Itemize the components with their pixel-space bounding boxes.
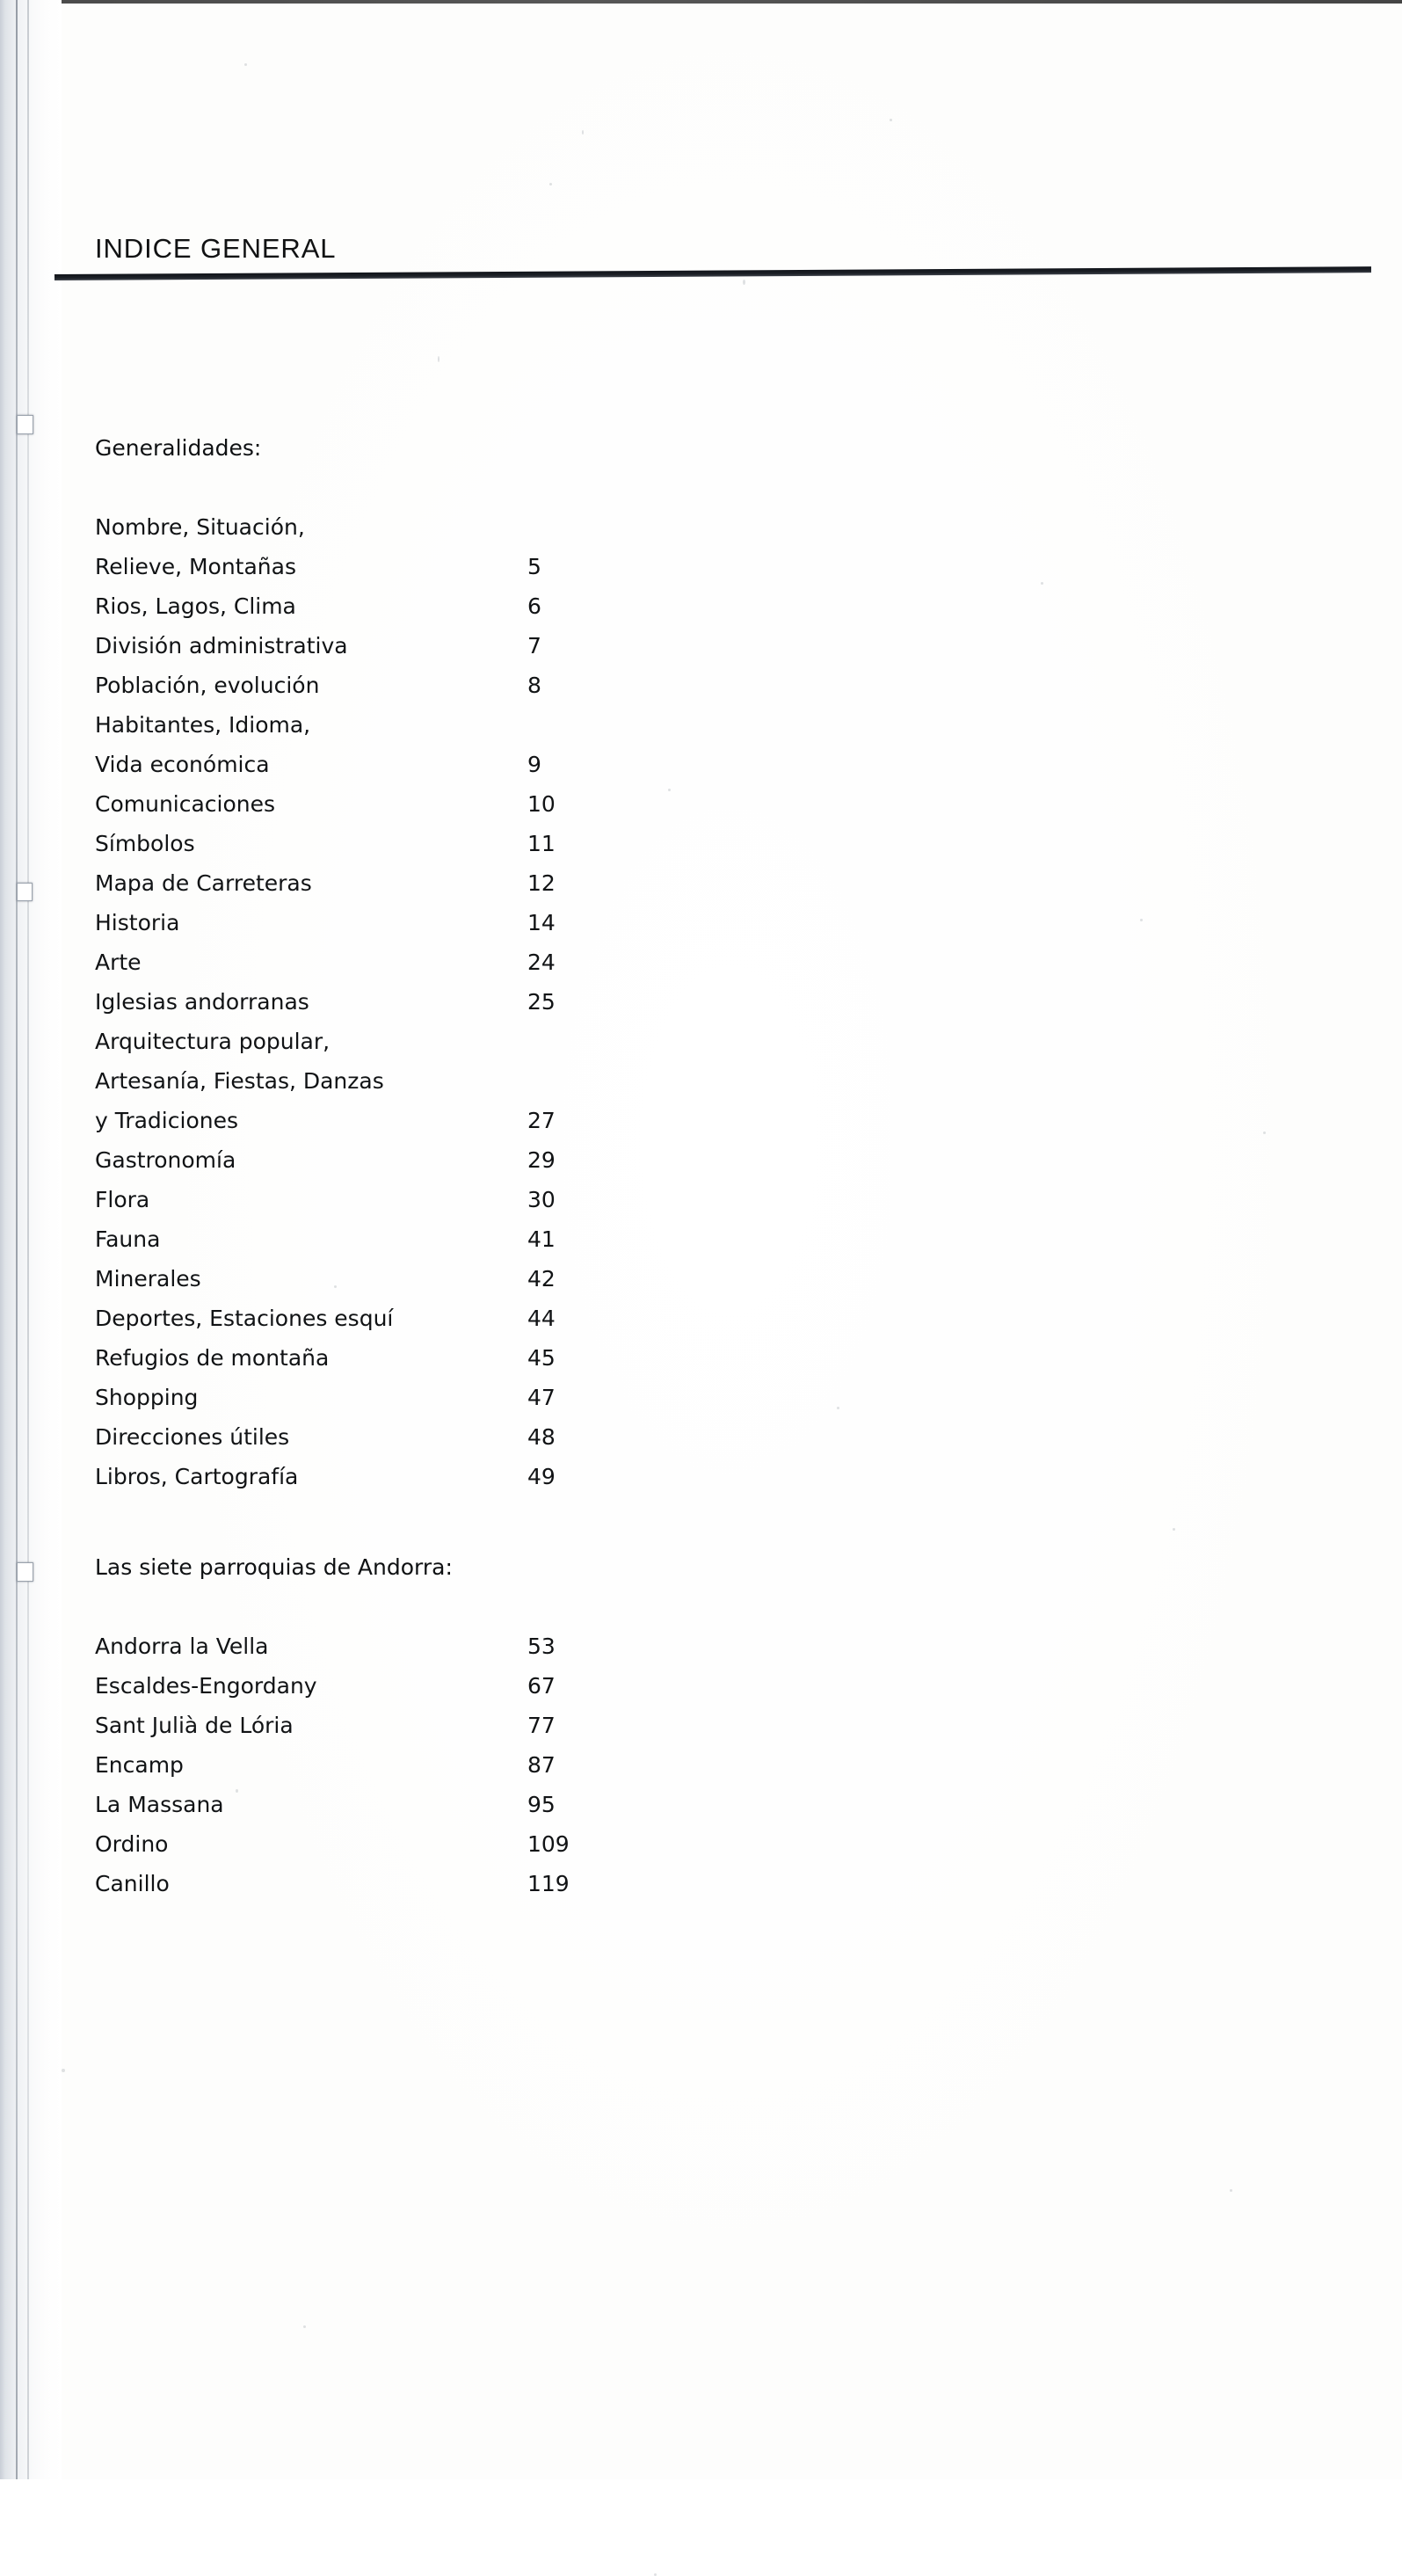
toc-entry-page: 48	[527, 1424, 556, 1450]
toc-entry-label: Vida económica	[95, 752, 270, 777]
paper-speck	[1140, 919, 1143, 921]
toc-entry-label: División administrativa	[95, 633, 348, 659]
toc-entry-label: Símbolos	[95, 831, 195, 856]
paper-speck	[1230, 2189, 1232, 2192]
toc-entry-page: 12	[527, 870, 556, 896]
toc-entry[interactable]	[95, 586, 886, 626]
toc-entry-page: 5	[527, 554, 541, 579]
toc-entry-label: Gastronomía	[95, 1147, 236, 1173]
toc-entry-page: 10	[527, 791, 556, 817]
toc-entry-label: Arquitectura popular,	[95, 1029, 331, 1054]
paper-speck	[1173, 1528, 1175, 1531]
toc-entry-page: 25	[527, 989, 556, 1015]
toc-entry-page: 30	[527, 1187, 556, 1212]
toc-entry-page: 49	[527, 1464, 556, 1489]
spacer	[95, 1496, 886, 1547]
toc-entry[interactable]	[95, 547, 886, 586]
toc-entry[interactable]	[95, 1824, 886, 1864]
toc-entry-label: Andorra la Vella	[95, 1634, 269, 1659]
paper-speck	[1041, 582, 1043, 585]
toc-entry-label: Arte	[95, 950, 142, 975]
toc-entry-page: 24	[527, 950, 556, 975]
toc-entry[interactable]	[95, 507, 886, 547]
toc-entry-label: Sant Julià de Lória	[95, 1713, 294, 1738]
toc-entry-label: Refugios de montaña	[95, 1345, 330, 1371]
scan-edge-artifact	[21, 0, 1402, 4]
toc-entry[interactable]	[95, 666, 886, 705]
toc-entry-label: Población, evolución	[95, 673, 320, 698]
toc-entry-page: 8	[527, 673, 541, 698]
staple-bottom	[17, 1562, 33, 1582]
toc-entry-label: Flora	[95, 1187, 150, 1212]
toc-entry-label: Canillo	[95, 1871, 170, 1896]
toc-entry[interactable]	[95, 1785, 886, 1824]
toc-entry[interactable]	[95, 1706, 886, 1745]
toc-entry[interactable]	[95, 982, 886, 1022]
toc-entry-label: Relieve, Montañas	[95, 554, 296, 579]
toc-entry-label: Rios, Lagos, Clima	[95, 593, 296, 619]
toc-entry-label: Fauna	[95, 1226, 161, 1252]
toc-entry[interactable]	[95, 824, 886, 863]
toc-entry[interactable]	[95, 1417, 886, 1457]
spacer	[95, 1587, 886, 1626]
page-title: INDICE GENERAL	[95, 233, 337, 264]
toc-entry-label: Shopping	[95, 1385, 199, 1410]
toc-entry-label: Deportes, Estaciones esquí	[95, 1306, 394, 1331]
toc-entry[interactable]	[95, 1338, 886, 1378]
toc-entry-page: 41	[527, 1226, 556, 1252]
toc-entry[interactable]	[95, 1101, 886, 1140]
toc-entry-label: Minerales	[95, 1266, 201, 1292]
table-of-contents	[95, 428, 886, 1903]
toc-entry-page: 119	[527, 1871, 570, 1896]
toc-entry-label: Nombre, Situación,	[95, 514, 305, 540]
section-heading: Generalidades:	[95, 435, 262, 461]
toc-entry-label: y Tradiciones	[95, 1108, 238, 1133]
binding-spine-line	[16, 0, 18, 2479]
toc-entry-label: Encamp	[95, 1752, 184, 1778]
toc-entry-page: 42	[527, 1266, 556, 1292]
toc-entry[interactable]	[95, 1864, 886, 1903]
paper-speck	[890, 119, 892, 121]
toc-entry-label: Artesanía, Fiestas, Danzas	[95, 1068, 384, 1094]
toc-section-parroquias	[95, 1547, 886, 1903]
toc-entry[interactable]	[95, 1061, 886, 1101]
toc-entry-page: 6	[527, 593, 541, 619]
binding-spine-line-inner	[27, 0, 29, 2479]
toc-entry[interactable]	[95, 745, 886, 784]
paper-speck	[582, 130, 584, 135]
toc-entry[interactable]	[95, 1745, 886, 1785]
toc-entry-label: Escaldes-Engordany	[95, 1673, 317, 1699]
toc-entry[interactable]	[95, 1378, 886, 1417]
toc-entry-label: Libros, Cartografía	[95, 1464, 299, 1489]
toc-entry-label: Comunicaciones	[95, 791, 276, 817]
toc-entry-page: 27	[527, 1108, 556, 1133]
paper-speck	[244, 63, 247, 66]
staple-middle	[17, 883, 33, 901]
paper-speck	[438, 356, 439, 362]
toc-entry[interactable]	[95, 784, 886, 824]
toc-entry-page: 87	[527, 1752, 556, 1778]
toc-entry-page: 53	[527, 1634, 556, 1659]
toc-entry-label: Direcciones útiles	[95, 1424, 290, 1450]
toc-entry-page: 7	[527, 633, 541, 659]
toc-entry-page: 47	[527, 1385, 556, 1410]
toc-entry-page: 77	[527, 1713, 556, 1738]
toc-entry-page: 9	[527, 752, 541, 777]
toc-entry-page: 109	[527, 1831, 570, 1857]
toc-entry[interactable]	[95, 1140, 886, 1180]
toc-entry-page: 44	[527, 1306, 556, 1331]
toc-entry[interactable]	[95, 705, 886, 745]
staple-top	[17, 415, 33, 434]
section-heading: Las siete parroquias de Andorra:	[95, 1554, 453, 1580]
paper-speck	[303, 2325, 306, 2328]
toc-entry-page: 11	[527, 831, 556, 856]
toc-entry-page: 45	[527, 1345, 556, 1371]
toc-entry[interactable]	[95, 1219, 886, 1259]
spacer	[95, 468, 886, 507]
toc-entry[interactable]	[95, 1666, 886, 1706]
toc-entry[interactable]	[95, 942, 886, 982]
paper-speck	[549, 183, 552, 186]
paper-speck	[62, 2069, 65, 2072]
paper-speck	[743, 280, 745, 285]
toc-entry[interactable]	[95, 903, 886, 942]
toc-entry[interactable]	[95, 1180, 886, 1219]
toc-entry-label: Historia	[95, 910, 180, 935]
toc-entry[interactable]	[95, 1022, 886, 1061]
toc-section-generalidades	[95, 428, 886, 1496]
toc-entry-label: Iglesias andorranas	[95, 989, 309, 1015]
paper-speck	[1263, 1132, 1266, 1134]
toc-entry-page: 14	[527, 910, 556, 935]
toc-entry[interactable]	[95, 863, 886, 903]
binding-spine-shadow	[0, 0, 62, 2479]
toc-entry[interactable]	[95, 626, 886, 666]
toc-entry-page: 67	[527, 1673, 556, 1699]
toc-entry-list	[95, 507, 886, 1496]
toc-entry-label: Habitantes, Idioma,	[95, 712, 311, 738]
toc-entry[interactable]	[95, 1259, 886, 1299]
toc-entry-page: 95	[527, 1792, 556, 1817]
toc-entry-list	[95, 1626, 886, 1903]
toc-entry-label: Mapa de Carreteras	[95, 870, 312, 896]
toc-entry-page: 29	[527, 1147, 556, 1173]
header-divider	[54, 266, 1371, 280]
toc-entry[interactable]	[95, 1299, 886, 1338]
toc-entry-label: La Massana	[95, 1792, 224, 1817]
toc-entry-label: Ordino	[95, 1831, 169, 1857]
toc-entry[interactable]	[95, 1626, 886, 1666]
toc-entry[interactable]	[95, 1457, 886, 1496]
